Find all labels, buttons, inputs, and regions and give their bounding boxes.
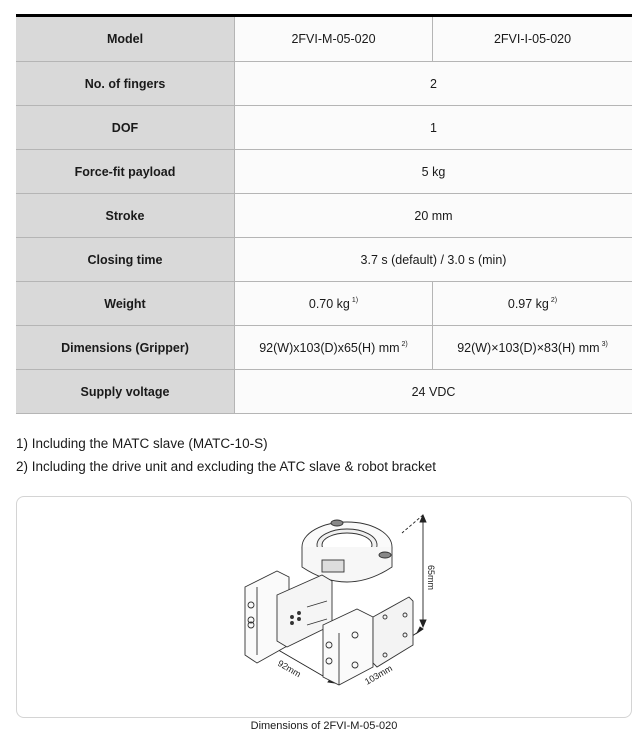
row-label: Model [16, 16, 235, 62]
footnote-ref: 2) [401, 341, 408, 349]
model-i-value [433, 16, 633, 62]
table-row-model [16, 16, 632, 62]
closing-time-value: 3.7 s (default) / 3.0 s (min) [235, 238, 633, 282]
cell-text: 0.97 kg [507, 296, 549, 311]
row-label: DOF [16, 106, 235, 150]
table-row-weight [16, 282, 632, 326]
gripper-body [245, 520, 413, 685]
footnote-1: 1) Including the MATC slave (MATC-10-S) [16, 436, 268, 451]
footnote-ref: 1) [351, 297, 359, 305]
row-label: Closing time [16, 238, 235, 282]
voltage-value: 24 VDC [235, 370, 633, 414]
table-row-dimensions [16, 326, 632, 370]
cell-text: 2FVI-I-05-020 [493, 32, 572, 46]
row-label: No. of fingers [16, 62, 235, 106]
weight-m-value [235, 282, 433, 326]
model-m-value [235, 16, 433, 62]
row-label: Force-fit payload [16, 150, 235, 194]
cell-text: 92(W)x103(D)x65(H) mm [259, 340, 400, 355]
footnote-ref: 3) [601, 341, 608, 349]
dof-value: 1 [235, 106, 633, 150]
footnote-2: 2) Including the drive unit and excluding the ATC slave & robot bracket [16, 459, 436, 474]
table-row-fingers [16, 62, 632, 106]
table-row-voltage [16, 370, 632, 414]
weight-i-value [433, 282, 633, 326]
row-label: Weight [16, 282, 235, 326]
dimension-figure [16, 496, 632, 718]
spec-table [16, 14, 632, 414]
row-label: Dimensions (Gripper) [16, 326, 235, 370]
dimensions-m-value [235, 326, 433, 370]
cell-text: 2FVI-M-05-020 [291, 32, 376, 46]
dim-height-label: 65mm [426, 565, 436, 591]
table-row-dof [16, 106, 632, 150]
table-row-payload [16, 150, 632, 194]
footnotes [16, 432, 436, 478]
payload-value: 5 kg [235, 150, 633, 194]
dim-width-label: 92mm [276, 658, 303, 680]
dimensions-i-value [433, 326, 633, 370]
cell-text: 92(W)×103(D)×83(H) mm [457, 340, 600, 355]
cell-text: 0.70 kg [308, 296, 350, 311]
stroke-value: 20 mm [235, 194, 633, 238]
fingers-value: 2 [235, 62, 633, 106]
footnote-ref: 2) [550, 297, 558, 305]
row-label: Supply voltage [16, 370, 235, 414]
table-row-stroke [16, 194, 632, 238]
row-label: Stroke [16, 194, 235, 238]
gripper-drawing [227, 505, 437, 705]
table-row-closing-time [16, 238, 632, 282]
figure-caption: Dimensions of 2FVI-M-05-020 [250, 720, 398, 732]
dim-depth-label: 103mm [363, 663, 394, 687]
